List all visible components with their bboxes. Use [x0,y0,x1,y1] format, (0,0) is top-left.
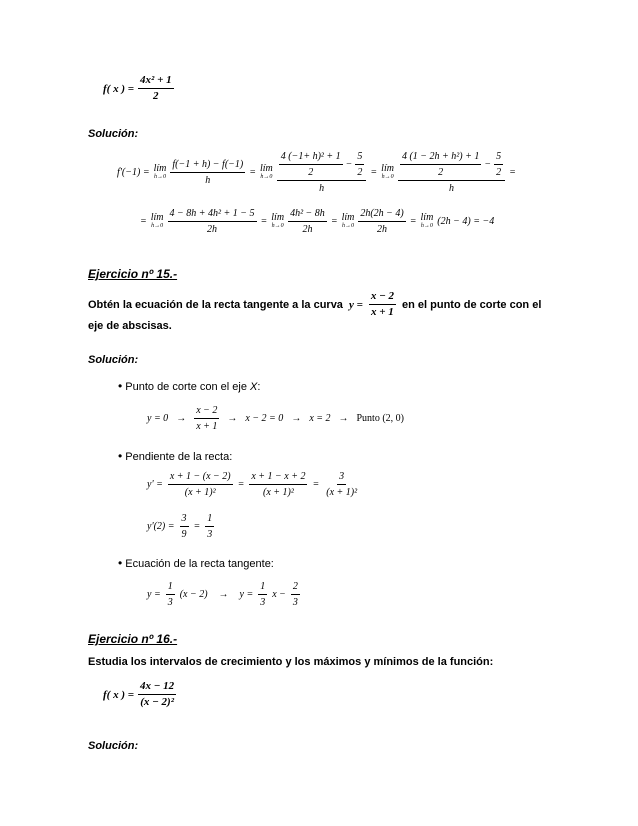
function-denominator: 2 [153,90,159,102]
bullet-icon: • [118,556,123,570]
top-function [103,74,174,103]
exercise-16-function: f( x ) = $\frac{4x - 12}{\text{(x − 2)²}}$ [103,680,175,708]
slope-value: y'(2) = $\frac{3}{9}$ = $\frac{1}{3}$ [147,513,213,540]
limit-operator: lím h→0 [259,163,273,180]
function-fraction [138,74,174,103]
derivative-lhs: f'(−1) = [117,167,150,178]
tangent-equation: y = $\frac{1}{3}$ (x − 2) → y = $\frac{1}{3}$ x − $\frac{2}{3}$ [147,581,298,608]
intersection-equations: y = 0 → $\frac{x - 2}{x + 1}$ → x − 2 = 0 → x = 2 → Punto (2, 0) [147,405,404,432]
slope-derivative: y' = $\frac{x + 1 - (x - 2)}{\text{(x + 1)²}}$ = $\frac{x + 1 - x + 2}{\text{(x + 1)²}}$ = $\frac{3}{\text{(x + 1)²}}$ [147,471,358,498]
arrow-icon: → [338,413,349,424]
bullet-slope: • Pendiente de la recta: [118,449,233,463]
exercise-15-statement-cont: eje de abscisas. [88,320,172,332]
bullet-icon: • [118,379,123,393]
difference-quotient: $\frac{f(-1 + h) - f(-1)}{h}$ [172,159,244,186]
bullet-tangent-equation: • Ecuación de la recta tangente: [118,556,274,570]
arrow-icon: → [218,589,229,600]
derivative-line-2: = lím h→0 $\frac{\text{4 − 8h + 4h² + 1 − 5}}{2h}$ = lím h→0 $\frac{\text{4h² − 8h}}{2h}$ = lím h→0 $\frac{2h(2h - 4)}{2h}$ = lím h→0 (2h − 4) = −4 [140,208,495,235]
exercise-15-heading: Ejercicio nº 15.- [88,267,178,281]
bullet-icon: • [118,449,123,463]
solution-label-16: Solución: [88,740,139,752]
arrow-icon: → [176,413,187,424]
limit-operator: lím h→0 [381,163,394,180]
limit-operator: lím h→0 [271,212,285,229]
compound-fraction-2: $\frac{\text{4 (1 − 2h + h²) + 1}}{2}$ − $\frac{5}{2}$ h [398,150,505,195]
arrow-icon: → [291,413,302,424]
bullet-intersection: • Punto de corte con el eje X: [118,379,261,393]
function-numerator: 4x² + 1 [138,74,174,89]
curve-fraction: $\frac{x - 2}{x + 1}$ [370,290,395,318]
arrow-icon: → [227,413,238,424]
compound-fraction-1: $\frac{\text{4 (−1+ h)² + 1}}{2}$ − $\frac{5}{2}$ h [277,150,367,195]
solution-label-1: Solución: [88,128,139,140]
exercise-16-heading: Ejercicio nº 16.- [88,632,178,646]
exercise-16-statement: Estudia los intervalos de crecimiento y los máximos y mínimos de la función: [88,656,494,668]
limit-operator: lím h→0 [150,212,164,229]
solution-label-15: Solución: [88,354,139,366]
limit-operator: lím h→0 [420,212,434,229]
function-lhs: f( x ) = [103,82,135,95]
exercise-15-statement: Obtén la ecuación de la recta tangente a la curva y = $\frac{x - 2}{x + 1}$ en el punto de corte con el [88,290,542,318]
derivative-line-1: f'(−1) = lím h→0 $\frac{f(-1 + h) - f(-1)}{h}$ = lím h→0 $\frac{\text{4 (−1+ h)² + 1}}{2}$ − $\frac{5}{2}$ h = lím h→0 $\frac{\text{4 (1 − 2h + h²) + 1}}{2}$ − $\frac{5}{2}$ h = [117,151,516,194]
limit-operator: lím h→0 [341,212,355,229]
limit-operator: lím h→0 [153,163,167,180]
